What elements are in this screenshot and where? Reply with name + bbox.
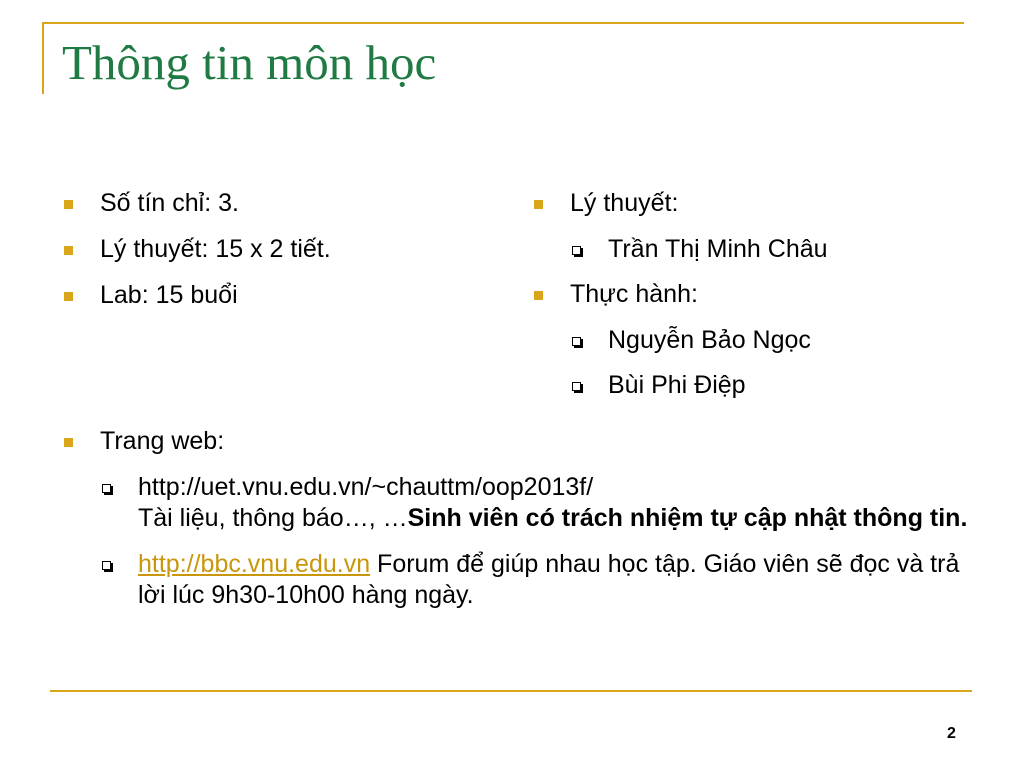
forum-link[interactable]: http://bbc.vnu.edu.vn (138, 550, 371, 578)
square-bullet-icon (534, 291, 543, 300)
square-bullet-icon (64, 200, 73, 209)
teacher-name: Bùi Phi Điệp (608, 371, 746, 399)
bottom-rule (50, 690, 972, 692)
right-column (532, 188, 972, 415)
list-item-lab (62, 280, 482, 310)
practice-label: Thực hành: (570, 280, 698, 308)
course-site-emphasis: Sinh viên có trách nhiệm tự cập nhật thông tin. (407, 504, 968, 532)
list-item-practice (532, 279, 972, 309)
list-subitem-forum (62, 549, 972, 611)
course-site-description: Tài liệu, thông báo…, … (138, 504, 408, 532)
list-item-credits (62, 188, 482, 218)
list-subitem-theory-teacher (532, 234, 972, 264)
theory-hours-text: Lý thuyết: 15 x 2 tiết. (100, 235, 331, 263)
list-item-web (62, 426, 972, 456)
teacher-name: Nguyễn Bảo Ngọc (608, 326, 811, 354)
top-rule (42, 22, 964, 24)
hollow-square-bullet-icon (572, 337, 581, 346)
hollow-square-bullet-icon (102, 561, 111, 570)
teacher-name: Trần Thị Minh Châu (608, 235, 828, 263)
credits-text: Số tín chỉ: 3. (100, 189, 239, 217)
website-section (62, 426, 972, 626)
list-item-theory-hours (62, 234, 482, 264)
hollow-square-bullet-icon (572, 246, 581, 255)
list-item-theory (532, 188, 972, 218)
list-subitem-course-site (62, 472, 972, 534)
square-bullet-icon (64, 292, 73, 301)
square-bullet-icon (534, 200, 543, 209)
hollow-square-bullet-icon (572, 382, 581, 391)
lab-text: Lab: 15 buổi (100, 281, 238, 309)
course-site-url: http://uet.vnu.edu.vn/~chauttm/oop2013f/ (138, 473, 594, 501)
hollow-square-bullet-icon (102, 484, 111, 493)
left-rule (42, 22, 44, 94)
forum-description: Forum để giúp nhau học tập. Giáo viên sẽ đọc và trả lời lúc 9h30-10h00 hàng ngày. (138, 550, 960, 609)
theory-label: Lý thuyết: (570, 189, 679, 217)
left-column (62, 188, 482, 326)
list-subitem-practice-teacher-1 (532, 325, 972, 355)
page-number: 2 (947, 725, 956, 742)
list-subitem-practice-teacher-2 (532, 370, 972, 400)
slide-title: Thông tin môn học (62, 35, 437, 90)
square-bullet-icon (64, 438, 73, 447)
web-label: Trang web: (100, 427, 225, 455)
square-bullet-icon (64, 246, 73, 255)
